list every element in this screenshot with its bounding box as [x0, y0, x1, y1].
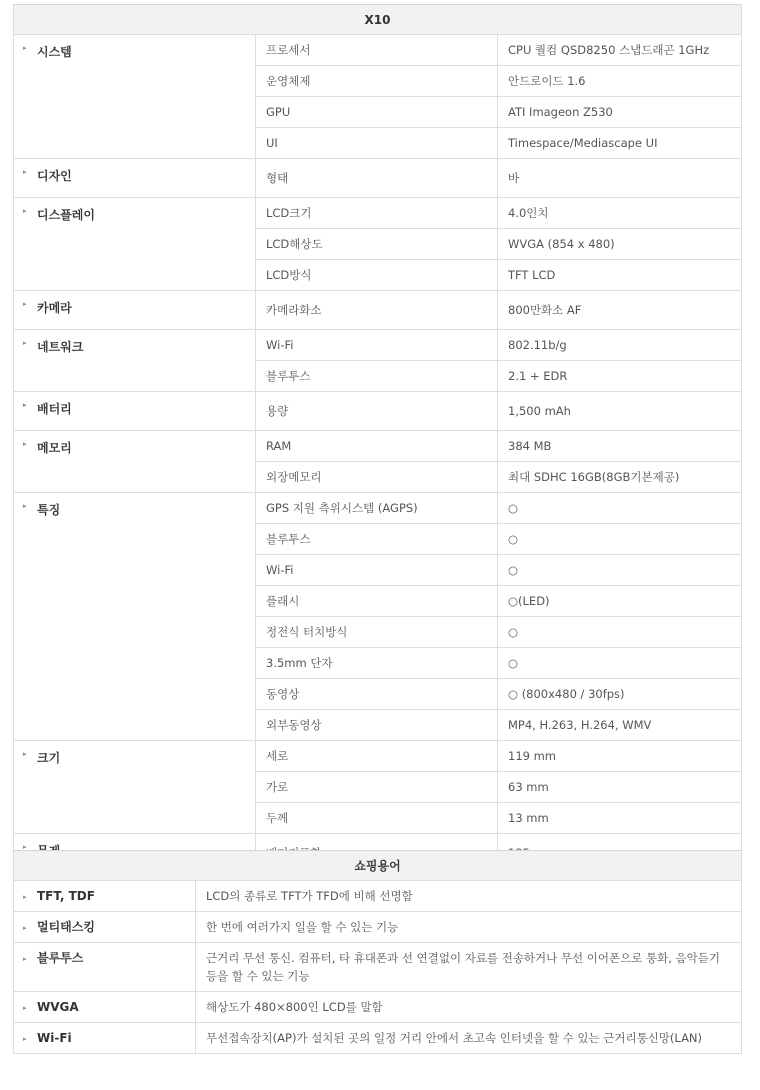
- spec-category: [14, 198, 256, 291]
- bullet-arrow-icon: [23, 300, 37, 308]
- term-name: [14, 881, 196, 912]
- spec-item-value: ○(LED): [498, 586, 742, 617]
- spec-item-value: 최대 SDHC 16GB(8GB기본제공): [498, 462, 742, 493]
- category-label: 카메라: [37, 301, 72, 315]
- category-label: Wi-Fi: [37, 1031, 72, 1045]
- spec-item-value: MP4, H.263, H.264, WMV: [498, 710, 742, 741]
- bullet-arrow-icon: [23, 919, 37, 937]
- spec-item-value: ○: [498, 555, 742, 586]
- term-name: [14, 1023, 196, 1054]
- spec-row: [14, 198, 742, 229]
- term-name: [14, 992, 196, 1023]
- spec-row: [14, 493, 742, 524]
- spec-category: [14, 493, 256, 741]
- spec-item-value: 2.1 + EDR: [498, 361, 742, 392]
- spec-item-value: 안드로이드 1.6: [498, 66, 742, 97]
- spec-item-value: ○ (800x480 / 30fps): [498, 679, 742, 710]
- spec-row: [14, 330, 742, 361]
- category-label: 디스플레이: [37, 208, 95, 222]
- spec-item-value: 800만화소 AF: [498, 291, 742, 330]
- spec-item-name: LCD방식: [256, 260, 498, 291]
- spec-table-title: X10: [14, 5, 742, 35]
- spec-row: [14, 431, 742, 462]
- spec-item-value: CPU 퀄컴 QSD8250 스냅드래곤 1GHz: [498, 35, 742, 66]
- spec-item-name: GPS 지원 측위시스템 (AGPS): [256, 493, 498, 524]
- category-label: 크기: [37, 751, 61, 765]
- spec-item-value: Timespace/Mediascape UI: [498, 128, 742, 159]
- spec-item-name: 카메라화소: [256, 291, 498, 330]
- bullet-arrow-icon: [23, 888, 37, 906]
- spec-item-value: 13 mm: [498, 803, 742, 834]
- bullet-arrow-icon: [23, 502, 37, 510]
- spec-category: [14, 291, 256, 330]
- spec-row: [14, 392, 742, 431]
- spec-item-value: ○: [498, 524, 742, 555]
- spec-item-name: LCD해상도: [256, 229, 498, 260]
- term-description: 한 번에 여러가지 일을 할 수 있는 기능: [196, 912, 742, 943]
- spec-category: [14, 35, 256, 159]
- category-label: 시스템: [37, 45, 72, 59]
- spec-item-name: RAM: [256, 431, 498, 462]
- spec-item-value: ○: [498, 617, 742, 648]
- spec-item-value: TFT LCD: [498, 260, 742, 291]
- spec-category: [14, 159, 256, 198]
- terms-table-body: [14, 881, 742, 1054]
- term-row: [14, 992, 742, 1023]
- spec-item-name: 동영상: [256, 679, 498, 710]
- spec-item-value: 4.0인치: [498, 198, 742, 229]
- spec-item-name: UI: [256, 128, 498, 159]
- spec-item-name: 세로: [256, 741, 498, 772]
- spec-item-name: 블루투스: [256, 524, 498, 555]
- bullet-arrow-icon: [23, 950, 37, 968]
- spec-item-name: GPU: [256, 97, 498, 128]
- spec-item-value: 1,500 mAh: [498, 392, 742, 431]
- spec-row: [14, 159, 742, 198]
- category-label: 네트워크: [37, 340, 84, 354]
- category-label: 배터리: [37, 402, 72, 416]
- spec-item-value: ○: [498, 493, 742, 524]
- terms-table: [13, 850, 742, 1054]
- spec-category: [14, 431, 256, 493]
- term-name: [14, 943, 196, 992]
- spec-item-name: 외부동영상: [256, 710, 498, 741]
- spec-item-value: 63 mm: [498, 772, 742, 803]
- spec-category: [14, 392, 256, 431]
- spec-row: [14, 741, 742, 772]
- term-row: [14, 943, 742, 992]
- category-label: 디자인: [37, 169, 72, 183]
- spec-item-value: ATI Imageon Z530: [498, 97, 742, 128]
- term-description: 해상도가 480×800인 LCD를 말함: [196, 992, 742, 1023]
- spec-item-value: 802.11b/g: [498, 330, 742, 361]
- spec-table-body: [14, 35, 742, 873]
- category-label: 특징: [37, 503, 61, 517]
- term-description: 근거리 무선 통신. 컴퓨터, 타 휴대폰과 선 연결없이 자료를 전송하거나 무선 이어폰으로 통화, 음악듣기 등을 할 수 있는 기능: [196, 943, 742, 992]
- term-name: [14, 912, 196, 943]
- spec-item-value: ○: [498, 648, 742, 679]
- bullet-arrow-icon: [23, 168, 37, 176]
- bullet-arrow-icon: [23, 401, 37, 409]
- category-label: 블루투스: [37, 951, 84, 965]
- spec-item-name: 프로세서: [256, 35, 498, 66]
- term-row: [14, 1023, 742, 1054]
- bullet-arrow-icon: [23, 440, 37, 448]
- spec-item-value: 바: [498, 159, 742, 198]
- category-label: WVGA: [37, 1000, 79, 1014]
- spec-item-name: Wi-Fi: [256, 555, 498, 586]
- spec-item-value: WVGA (854 x 480): [498, 229, 742, 260]
- bullet-arrow-icon: [23, 750, 37, 758]
- bullet-arrow-icon: [23, 999, 37, 1017]
- spec-item-value: 119 mm: [498, 741, 742, 772]
- spec-item-name: 블루투스: [256, 361, 498, 392]
- bullet-arrow-icon: [23, 44, 37, 52]
- spec-item-name: 두께: [256, 803, 498, 834]
- term-row: [14, 881, 742, 912]
- spec-item-name: Wi-Fi: [256, 330, 498, 361]
- spec-category: [14, 741, 256, 834]
- terms-table-title: 쇼핑용어: [14, 851, 742, 881]
- spec-item-name: 운영체제: [256, 66, 498, 97]
- spec-item-name: LCD크기: [256, 198, 498, 229]
- category-label: TFT, TDF: [37, 889, 95, 903]
- spec-item-name: 가로: [256, 772, 498, 803]
- spec-item-name: 외장메모리: [256, 462, 498, 493]
- category-label: 멀티태스킹: [37, 920, 95, 934]
- spec-item-name: 3.5mm 단자: [256, 648, 498, 679]
- bullet-arrow-icon: [23, 207, 37, 215]
- bullet-arrow-icon: [23, 1030, 37, 1048]
- spec-item-name: 정전식 터치방식: [256, 617, 498, 648]
- spec-item-name: 용량: [256, 392, 498, 431]
- spec-item-name: 플래시: [256, 586, 498, 617]
- spec-item-value: 384 MB: [498, 431, 742, 462]
- term-description: LCD의 종류로 TFT가 TFD에 비해 선명함: [196, 881, 742, 912]
- spec-row: [14, 35, 742, 66]
- spec-table: [13, 4, 742, 873]
- term-description: 무선접속장치(AP)가 설치된 곳의 일정 거리 안에서 초고속 인터넷을 할 수 있는 근거리통신망(LAN): [196, 1023, 742, 1054]
- spec-row: [14, 291, 742, 330]
- spec-category: [14, 330, 256, 392]
- bullet-arrow-icon: [23, 339, 37, 347]
- category-label: 메모리: [37, 441, 72, 455]
- term-row: [14, 912, 742, 943]
- spec-item-name: 형태: [256, 159, 498, 198]
